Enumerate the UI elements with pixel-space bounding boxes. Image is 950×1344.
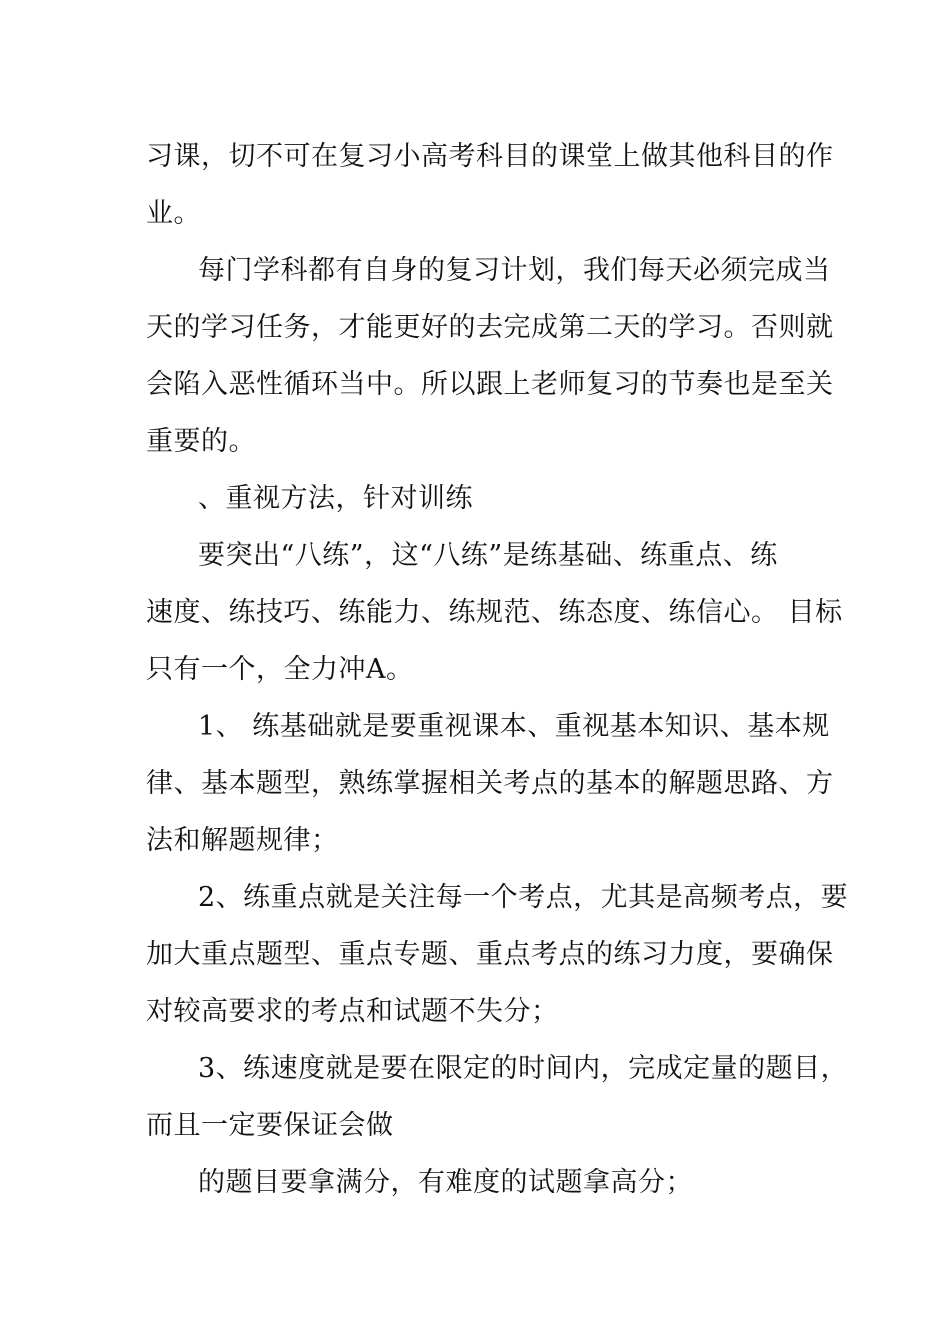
text-line: 会陷入恶性循环当中。所以跟上老师复习的节奏也是至关: [146, 369, 834, 400]
text-line: 1、 练基础就是要重视课本、重视基本知识、基本规: [198, 711, 830, 742]
body-text: [146, 128, 849, 1211]
text-line: 的题目要拿满分，有难度的试题拿高分；: [198, 1167, 693, 1198]
text-line: 3、练速度就是要在限定的时间内，完成定量的题目，: [198, 1053, 849, 1084]
section-heading: 、重视方法，针对训练: [198, 483, 473, 514]
text-line: 律、基本题型，熟练掌握相关考点的基本的解题思路、方: [146, 768, 834, 799]
text-line: 每门学科都有自身的复习计划，我们每天必须完成当: [198, 255, 831, 286]
text-line: 而且一定要保证会做: [146, 1110, 394, 1141]
text-line: 只有一个，全力冲A。: [146, 654, 414, 685]
text-line: 2、练重点就是关注每一个考点，尤其是高频考点，要: [198, 882, 849, 913]
text-line: 天的学习任务，才能更好的去完成第二天的学习。否则就: [146, 312, 834, 343]
text-line: 业。: [146, 198, 201, 229]
text-line: 速度、练技巧、练能力、练规范、练态度、练信心。 目标: [146, 597, 843, 628]
text-line: 要突出“八练”，这“八练”是练基础、练重点、练: [198, 540, 778, 571]
text-line: 重要的。: [146, 426, 256, 457]
text-line: 习课，切不可在复习小高考科目的课堂上做其他科目的作: [146, 141, 834, 172]
text-line: 法和解题规律；: [146, 825, 339, 856]
text-line: 对较高要求的考点和试题不失分；: [146, 996, 559, 1027]
text-line: 加大重点题型、重点专题、重点考点的练习力度，要确保: [146, 939, 834, 970]
